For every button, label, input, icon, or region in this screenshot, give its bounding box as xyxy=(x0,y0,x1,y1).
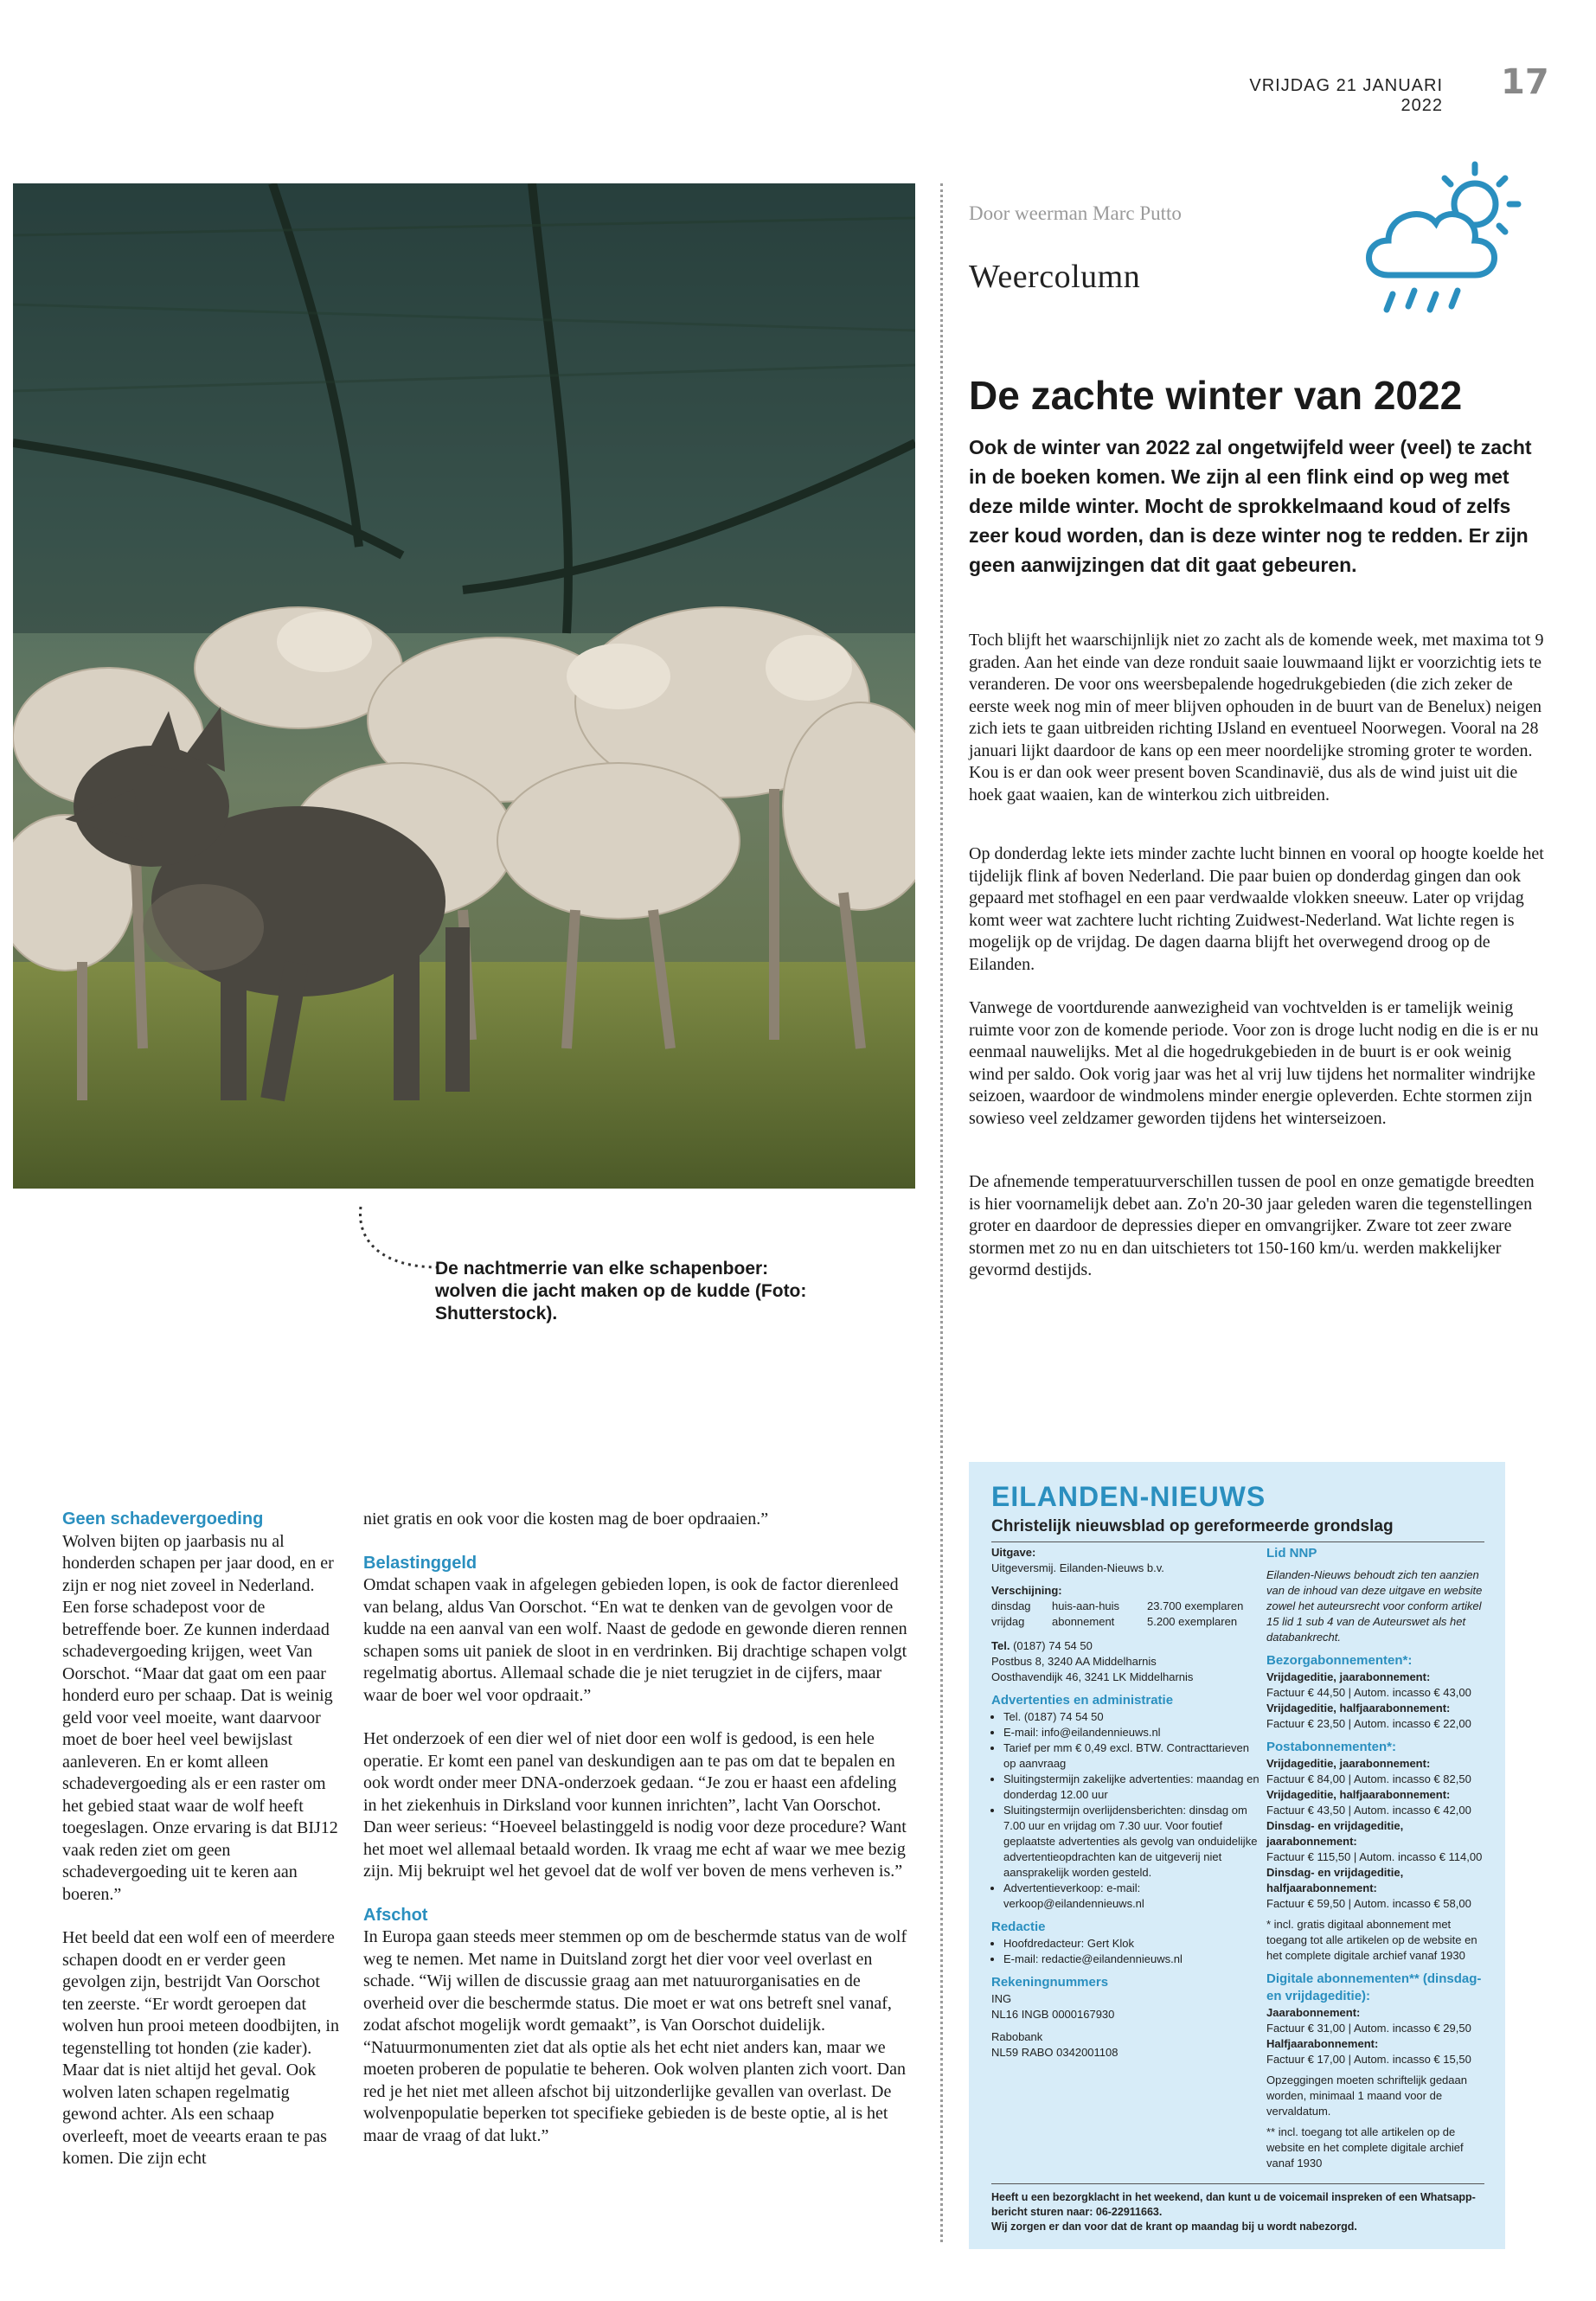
subhead-schadevergoeding: Geen schadevergoeding xyxy=(62,1509,264,1529)
page-date: VRIJDAG 21 JANUARI 2022 xyxy=(1249,76,1443,115)
colophon-left-column: Uitgave: Uitgeversmij. Eilanden-Nieuws b.v. Verschijning: dinsdag huis-aan-huis 23.700 exemplaren vrijdag abonnement 5.200 exemplaren Tel. (0187) 74 54 50 Postbus 8, 3240 AA Middelharnis Oosthavendijk 46, 3241 LK Middelharnis Advertenties en administratie • Tel. (0187) 74 54 50 • E-mail: info@eilandennieuws.nl • Tarief per mm € 0,49 excl. BTW. Contracttarieven op aanvraag • Sluitingstermijn zakelijke advertenties: maandag en donderdag 12.00 uur • Sluitingstermijn overlijdensberichten: dinsdag om 7.00 uur en vrijdag om 7.30 uur. Voor foutief geplaatste advertenties als gevolg van onduidelijke advertentieopdrachten kan de uitgeverij niet aansprakelijk worden gesteld. • Advertentieverkoop: e-mail: verkoop@eilandennieuws.nl Redactie • Hoofdredacteur: Gert Klok • E-mail: redactie@eilandennieuws.nl Rekeningnummers ING NL16 INGB 0000167930 Rabobank NL59 RABO 0342001108 xyxy=(991,1545,1259,2061)
colophon-divider xyxy=(991,1541,1484,1542)
colophon-bottom-divider xyxy=(991,2183,1484,2184)
wolf-article-column-1 xyxy=(62,1509,339,2192)
subhead-belastinggeld: Belastinggeld xyxy=(363,1553,478,1573)
colophon-box xyxy=(969,1462,1505,2249)
weather-paragraph-4: De afnemende temperatuurverschillen tussen de pool en onze gematigde breedten is hier voornamelijk debet aan. Zo'n 20-30 jaar geleden waren die tegenstellingen groter en daardoor de depressies dieper en omvangrijker. Zware tot zeer zware stormen met zo nu en dan uitschieters tot 150-160 km/u. werden makkelijker gevormd destijds. xyxy=(969,1172,1535,1279)
redactie-heading: Redactie xyxy=(991,1920,1046,1934)
colophon-right-column: Lid NNP Eilanden-Nieuws behoudt zich ten aanzien van de inhoud van deze uitgave en website zowel het auteursrecht voor conform artikel 15 lid 1 sub 4 van de Auteurswet als het databankrecht. Bezorgabonnementen*: Vrijdageditie, jaarabonnement: Factuur € 44,50 | Autom. incasso € 43,00 Vrijdageditie, halfjaarabonnement: Factuur € 23,50 | Autom. incasso € 22,00 Postabonnementen*: Vrijdageditie, jaarabonnement: Factuur € 84,00 | Autom. incasso € 82,50 Vrijdageditie, halfjaarabonnement: Factuur € 43,50 | Autom. incasso € 42,00 Dinsdag- en vrijdageditie, jaarabonnement: Factuur € 115,50 | Autom. incasso € 114,00 Dinsdag- en vrijdageditie, halfjaarabonnement: Factuur € 59,50 | Autom. incasso € 58,00 * incl. gratis digitaal abonnement met toegang tot alle artikelen op de website en het complete digitale archief vanaf 1930 Digitale abonnementen** (dinsdag- en vrijdageditie): Jaarabonnement: Factuur € 31,00 | Autom. incasso € 29,50 Halfjaarabonnement: Factuur € 17,00 | Autom. incasso € 15,50 Opzeggingen moeten schriftelijk gedaan worden, minimaal 1 maand voor de vervaldatum. ** incl. toegang tot alle artikelen op de website en het complete digitale archief vanaf 1930 xyxy=(1266,1546,1483,2170)
colophon-tagline: Christelijk nieuwsblad op gereformeerde grondslag xyxy=(991,1517,1394,1535)
rekeningnummers-heading: Rekeningnummers xyxy=(991,1975,1109,1990)
weather-paragraph-3: Vanwege de voortdurende aanwezigheid van vochtvelden is er tamelijk weinig ruimte voor zon de komende periode. Voor zon is droge lucht nodig en die is er nu eenmaal nauwelijks. Met al die hogedrukgebieden in de buurt is er ook weinig wind per saldo. Ook vorig jaar was het al vrij luw tijdens het normaliter windrijke seizoen, waardoor de windmolens minder energie opleverden. Echte stormen zijn sowieso veel zeldzamer geworden tijdens het winterseizoen. xyxy=(969,998,1539,1128)
wolf-article-column-2 xyxy=(363,1509,908,2169)
wolf-paragraph: In Europa gaan steeds meer stemmen op om de beschermde status van de wolf weg te nemen. Met name in Duitsland zorgt het dier voor veel overlast en schade. “Wij willen de discussie graag aan met natuurorganisaties en de overheid over die beschermde status. Die moet er wat ons betreft snel vanaf, zodat afschot mogelijk wordt gemaakt”, is Van Oorschot duidelijk. “Natuurmonumenten ziet dat als optie als het echt niet anders kan, maar we moeten proberen de populatie te beheren. Ook wolven planten zich voort. Dan red je het niet met alleen afschot bij uitzonderlijke gevallen van overlast. De wolvenpopulatie beperken tot specifieke gebieden is de beste optie, al is het maar de vraag of dat lukt.” xyxy=(363,1927,907,2145)
weather-byline: Door weerman Marc Putto xyxy=(969,202,1182,224)
wolf-sheep-photo xyxy=(13,183,915,1189)
photo-caption: De nachtmerrie van elke schapenboer: wolven die jacht maken op de kudde (Foto: Shutterstock). xyxy=(435,1259,807,1324)
wolf-paragraph: Wolven bijten op jaarbasis nu al honderden schapen per jaar dood, en er zijn er nog niet zoveel in Nederland. Een forse schadepost voor de betreffende boer. Ze kunnen inderdaad schadevergoeding krijgen, weet Van Oorschot. “Maar dat gaat om een paar honderd euro per schaap. Dat is weinig geld voor veel moeite, want daarvoor moet de boer heel veel bewijslast aanleveren. En er komt alleen schadevergoeding als er een raster om het gebied staat waar de wolf heeft toegeslagen. Onze ervaring is dat BIJ12 vaak reden ziet om geen schadevergoeding uit te keren aan boeren.” xyxy=(62,1531,338,1904)
colophon-bezorgklacht-note: Heeft u een bezorgklacht in het weekend, dan kunt u de voicemail inspreken of een Whatsapp-bericht sturen naar: 06-22911663. Wij zorgen er dan voor dat de krant op maandag bij u wordt nabezorgd. xyxy=(991,2191,1476,2233)
weather-headline: De zachte winter van 2022 xyxy=(969,373,1463,418)
column-separator xyxy=(940,183,943,2242)
eilanden-nieuws-logo: EILANDEN-NIEUWS xyxy=(991,1481,1266,1512)
advertenties-heading: Advertenties en administratie xyxy=(991,1693,1174,1708)
wolf-paragraph: niet gratis en ook voor die kosten mag de boer opdraaien.” xyxy=(363,1509,769,1529)
weather-cloud-sun-rain-icon xyxy=(1354,154,1540,323)
weather-paragraph-2: Op donderdag lekte iets minder zachte lucht binnen en vooral op hoogte koelde het tijdelijk flink af boven Nederland. Die paar buien op donderdag gingen dan ook gepaard met stofhagel en een paar verdwaalde vlokken sneeuw. Later op vrijdag komt weer wat zachtere lucht richting Zuidwest-Nederland. Wat lichte regen is mogelijk op de vrijdag. De dagen daarna blijft het overwegend droog op de Eilanden. xyxy=(969,844,1544,974)
wolf-paragraph: Het beeld dat een wolf een of meerdere schapen doodt en er verder geen gevolgen zijn, bestrijdt Van Oorschot ten zeerste. “Er wordt geroepen dat wolven hun prooi meteen doodbijten, in tegenstelling tot honden (zie kader). Maar dat is niet altijd het geval. Ook wolven laten schapen regelmatig gewond achter. Als een schaap overleeft, moet de veearts eraan te pas komen. Die zijn echt xyxy=(62,1928,339,2168)
subhead-afschot: Afschot xyxy=(363,1905,428,1925)
weather-lead: Ook de winter van 2022 zal ongetwijfeld weer (veel) te zacht in de boeken komen. We zijn al een flink eind op weg met deze milde winter. Mocht de sprokkelmaand koud of zelfs zeer koud worden, dan is deze winter nog te redden. Er zijn geen aanwijzingen dat dit gaat gebeuren. xyxy=(969,436,1532,576)
wolf-paragraph: Omdat schapen vaak in afgelegen gebieden lopen, is ook de factor dierenleed van belang, aldus Van Oorschot. “En wat te denken van de gevolgen voor de kudde na een aanval van een wolf. Naast de gedode en gewonde dieren rennen schapen soms uit paniek de sloot in en verdrinken. Bij drachtige schapen volgt regelmatig abortus. Allemaal schade die je niet terugziet in de cijfers, maar waar de boer wel voor opdraait.” xyxy=(363,1575,907,1705)
page-number: 17 xyxy=(1501,62,1549,102)
weather-paragraph-1: Toch blijft het waarschijnlijk niet zo zacht als de komende week, met maxima tot 9 graden. Aan het einde van deze ronduit saaie louwmaand lijkt er voorzichtig iets te veranderen. De voor ons weersbepalende hogedrukgebieden (die zich zeker de eerste week nog min of meer blijven ophouden in de buurt van de Benelux) neigen zich iets te gaan uitbreiden richting IJsland en eventueel Noorwegen. Vooral na 28 januari lijkt daardoor de kans op een meer noordelijke stroming groter te worden. Kou is er dan ook weer present boven Scandinavië, dus als de wind juist uit die hoek gaat waaien, kan de winterkou zich uitbreiden. xyxy=(969,631,1544,804)
wolf-paragraph: Het onderzoek of een dier wel of niet door een wolf is gedood, is een hele operatie. Er komt een panel van deskundigen aan te pas om dat te bepalen en ook wordt onder meer DNA-onderzoek gedaan. “Je zou er haast een afdeling in het ziekenhuis in Dirksland voor kunnen inrichten”, lacht Van Oorschot. Dan weer serieus: “Hoeveel belastinggeld is nodig voor deze procedure? Want het moet wel allemaal betaald worden. Ik vraag me echt af waar we mee bezig zijn. Mij bekruipt wel het gevoel dat de wolf ver boven de mens verheven is.” xyxy=(363,1729,907,1881)
weather-column-title: Weercolumn xyxy=(969,259,1141,295)
